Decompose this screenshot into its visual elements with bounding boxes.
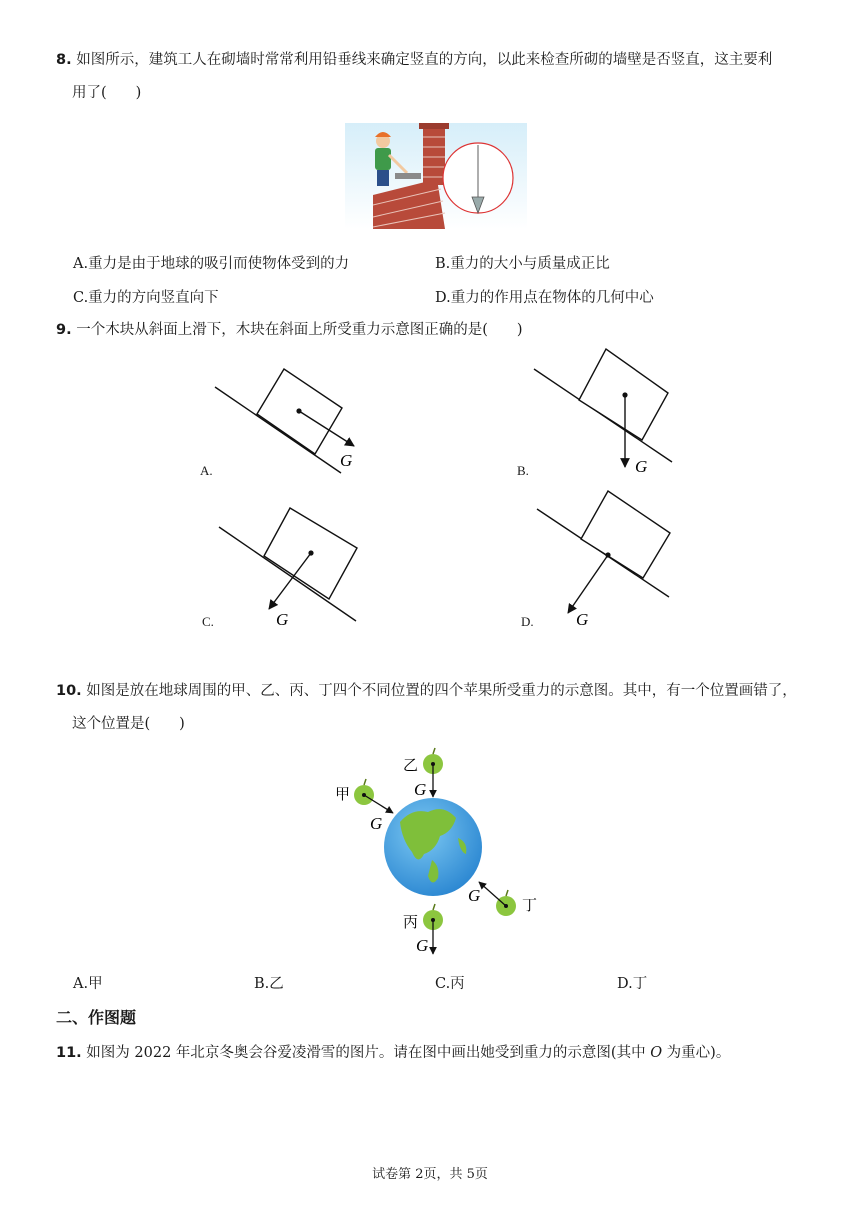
panel-label-c: C. [202,614,214,629]
option-b: B.重力的大小与质量成正比 [435,256,610,272]
question-text-end: 为重心)。 [662,1045,731,1061]
apple-jia-icon [354,779,374,805]
apple-ding-icon [496,890,516,916]
question-number: 9. [56,322,72,338]
question-text: 如图为 2022 年北京冬奥会谷爱凌滑雪的图片。请在图中画出她受到重力的示意图(其中 [86,1045,651,1061]
earth-apples-diagram [320,742,560,967]
panel-label-b: B. [517,463,529,478]
panel-c-diagram [219,508,357,621]
option-a: A.甲 [73,976,103,992]
question-text-continued: 用了( ) [72,85,142,101]
panel-label-d: D. [521,614,534,629]
apple-label-yi: 乙 [403,758,419,774]
apple-label-ding: 丁 [522,898,538,914]
question-10 [56,676,816,706]
force-label-b: G [635,457,648,476]
question-number: 11. [56,1045,82,1061]
question-11 [56,1038,816,1068]
question-text: 一个木块从斜面上滑下，木块在斜面上所受重力示意图正确的是( ) [76,322,523,338]
option-c: C.重力的方向竖直向下 [73,290,219,306]
question-10-continued [56,709,832,739]
apple-label-jia: 甲 [335,787,351,803]
apple-label-bing: 丙 [403,915,419,931]
force-label-a: G [340,451,353,470]
force-label-yi: G [414,780,427,799]
force-label-d: G [576,610,589,629]
question-text: 如图所示，建筑工人在砌墙时常常利用铅垂线来确定竖直的方向，以此来检查所砌的墙壁是否竖直，这主要利 [76,52,773,68]
page-footer: 试卷第 2页，共 5页 [372,1167,488,1182]
center-of-gravity-symbol: O [650,1045,663,1061]
option-b: B.乙 [254,976,284,992]
panel-b-diagram [534,349,672,467]
panel-d-diagram [537,491,670,613]
section-heading: 二、作图题 [56,1008,137,1027]
question-number: 8. [56,52,72,68]
panel-label-a: A. [200,463,213,478]
force-label-ding: G [468,886,481,905]
option-c: C.丙 [435,976,465,992]
earth-icon [384,798,482,896]
question-text-continued: 这个位置是( ) [72,716,185,732]
option-d: D.丁 [617,976,648,992]
question-text: 如图是放在地球周围的甲、乙、丙、丁四个不同位置的四个苹果所受重力的示意图。其中，有一个位置画错了， [86,683,797,699]
panel-a-diagram [215,369,354,473]
force-label-jia: G [370,814,383,833]
force-label-c: G [276,610,289,629]
question-number: 10. [56,683,82,699]
force-label-bing: G [416,936,429,955]
option-d: D.重力的作用点在物体的几何中心 [435,290,654,306]
option-a: A.重力是由于地球的吸引而使物体受到的力 [73,256,350,272]
